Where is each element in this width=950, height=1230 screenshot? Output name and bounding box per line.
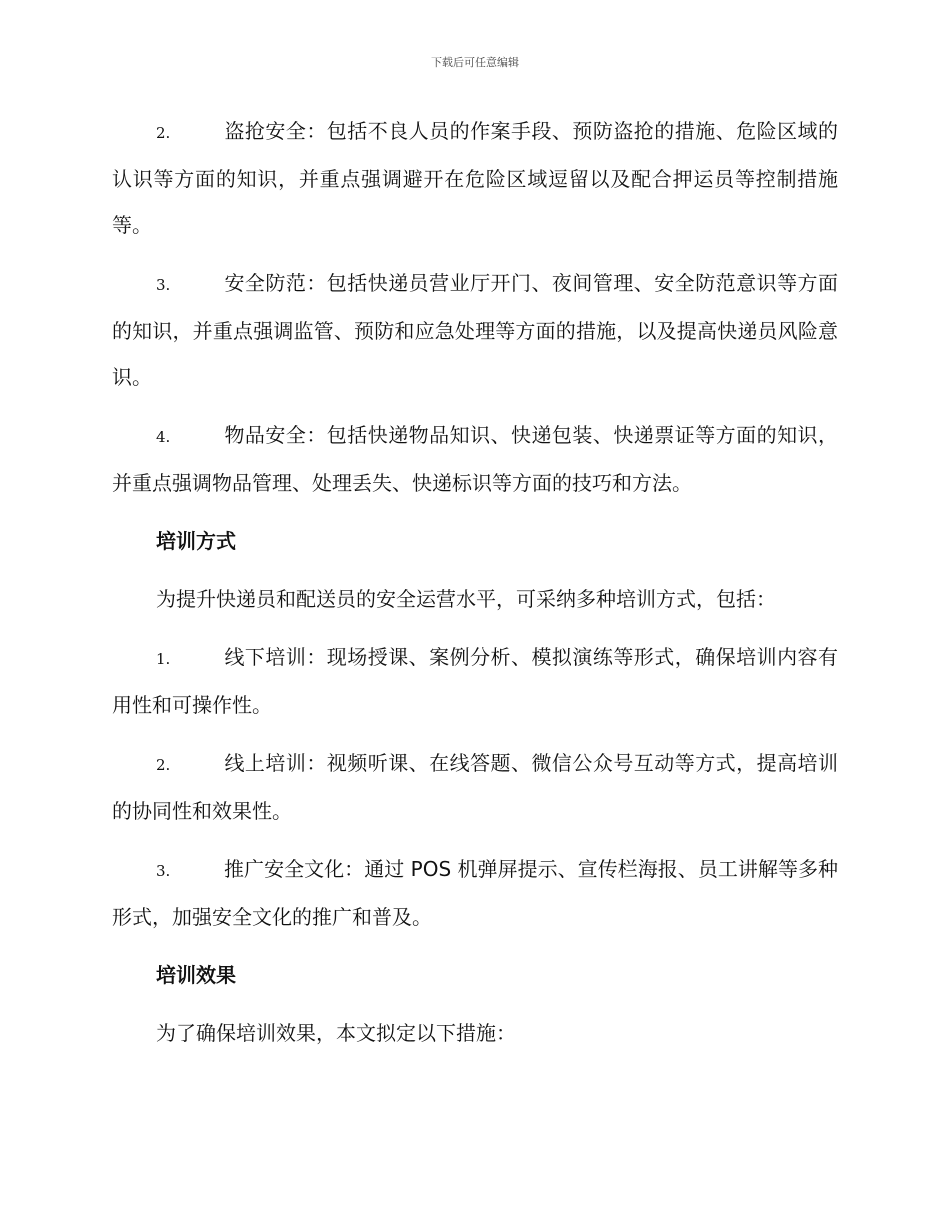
list-item-safety-culture [112, 846, 838, 940]
list-number: 3. [156, 276, 171, 294]
section-heading-training-methods: 培训方式 [156, 529, 236, 553]
paragraph-training-effect-intro: 为了确保培训效果，本文拟定以下措施： [156, 1021, 516, 1045]
list-item-online-training [112, 740, 838, 834]
list-item-text: 盗抢安全：包括不良人员的作案手段、预防盗抢的措施、危险区域的认识等方面的知识，并重点强调避开在危险区域逗留以及配合押运员等控制措施等。 [112, 119, 838, 237]
list-item-text: 物品安全：包括快递物品知识、快递包装、快递票证等方面的知识，并重点强调物品管理、处理丢失、快递标识等方面的技巧和方法。 [112, 423, 838, 495]
list-item-text: 线上培训：视频听课、在线答题、微信公众号互动等方式，提高培训的协同性和效果性。 [112, 751, 838, 823]
list-number: 2. [156, 756, 171, 774]
paragraph-training-methods-intro: 为提升快递员和配送员的安全运营水平，可采纳多种培训方式，包括： [156, 587, 776, 611]
list-item-text: 推广安全文化：通过 POS 机弹屏提示、宣传栏海报、员工讲解等多种形式，加强安全文化的推广和普及。 [112, 857, 838, 929]
list-item-offline-training [112, 634, 838, 728]
list-number: 1. [156, 650, 171, 668]
list-number: 3. [156, 862, 171, 880]
document-body [112, 108, 838, 1068]
list-number: 2. [156, 124, 171, 142]
list-item-security-prevention [112, 260, 838, 400]
page-header: 下载后可任意编辑 [431, 56, 519, 69]
list-item-goods-safety [112, 412, 838, 506]
list-item-burglary-safety [112, 108, 838, 248]
list-item-text: 线下培训：现场授课、案例分析、模拟演练等形式，确保培训内容有用性和可操作性。 [112, 645, 838, 717]
section-heading-training-effect: 培训效果 [156, 963, 236, 987]
list-item-text: 安全防范：包括快递员营业厅开门、夜间管理、安全防范意识等方面的知识，并重点强调监管、预防和应急处理等方面的措施，以及提高快递员风险意识。 [112, 271, 838, 389]
list-number: 4. [156, 428, 171, 446]
